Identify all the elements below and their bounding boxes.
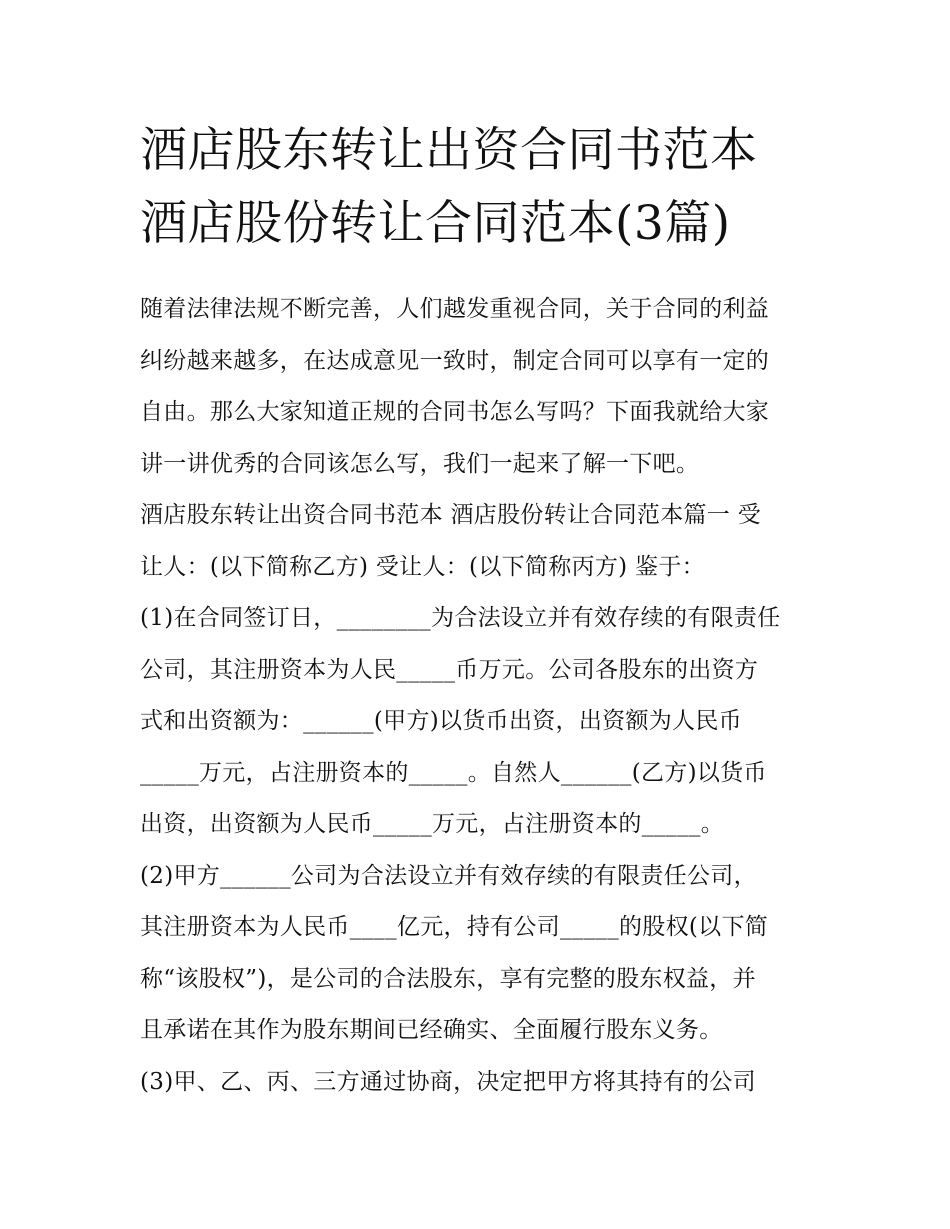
text-line: 其注册资本为人民币____亿元，持有公司_____的股权(以下简 [140,914,769,940]
text-line: 公司，其注册资本为人民_____币万元。公司各股东的出资方 [140,656,759,683]
text-line: 让人：(以下简称乙方) 受让人：(以下简称丙方) 鉴于： [140,553,705,580]
text-line: 且承诺在其作为股东期间已经确实、全面履行股东义务。 [140,1017,723,1043]
text-line: 式和出资额为：______(甲方)以货币出资，出资额为人民币 [140,708,742,734]
text-line: _____万元，占注册资本的_____。自然人______(乙方)以货币 [140,759,767,786]
text-line: 酒店股东转让出资合同书范本 酒店股份转让合同范本篇一 受 [140,502,762,528]
title-line-2: 酒店股份转让合同范本(3篇) [140,196,731,251]
text-line: (2)甲方______公司为合法设立并有效存续的有限责任公司， [140,862,757,889]
document-title [140,114,830,260]
text-line: 自由。那么大家知道正规的合同书怎么写吗？下面我就给大家 [140,399,770,425]
document-body [140,284,820,1108]
text-line: 出资，出资额为人民币_____万元，占注册资本的_____。 [140,811,724,837]
text-line: 讲一讲优秀的合同该怎么写，我们一起来了解一下吧。 [140,450,700,477]
text-line: 称“该股权”)，是公司的合法股东，享有完整的股东权益，并 [140,965,756,992]
paragraph-clause-2 [140,851,820,1057]
paragraph-heading [140,490,820,593]
paragraph-intro [140,284,820,490]
text-line: 纠纷越来越多，在达成意见一致时，制定合同可以享有一定的 [140,347,770,374]
text-line: 随着法律法规不断完善，人们越发重视合同，关于合同的利益 [140,296,770,322]
text-line: (3)甲、乙、丙、三方通过协商，决定把甲方将其持有的公司 [140,1068,756,1095]
paragraph-clause-3 [140,1057,820,1109]
paragraph-clause-1 [140,593,820,851]
text-line: (1)在合同签订日，________为合法设立并有效存续的有限责任 [140,605,781,631]
title-line-1: 酒店股东转让出资合同书范本 [140,123,758,178]
